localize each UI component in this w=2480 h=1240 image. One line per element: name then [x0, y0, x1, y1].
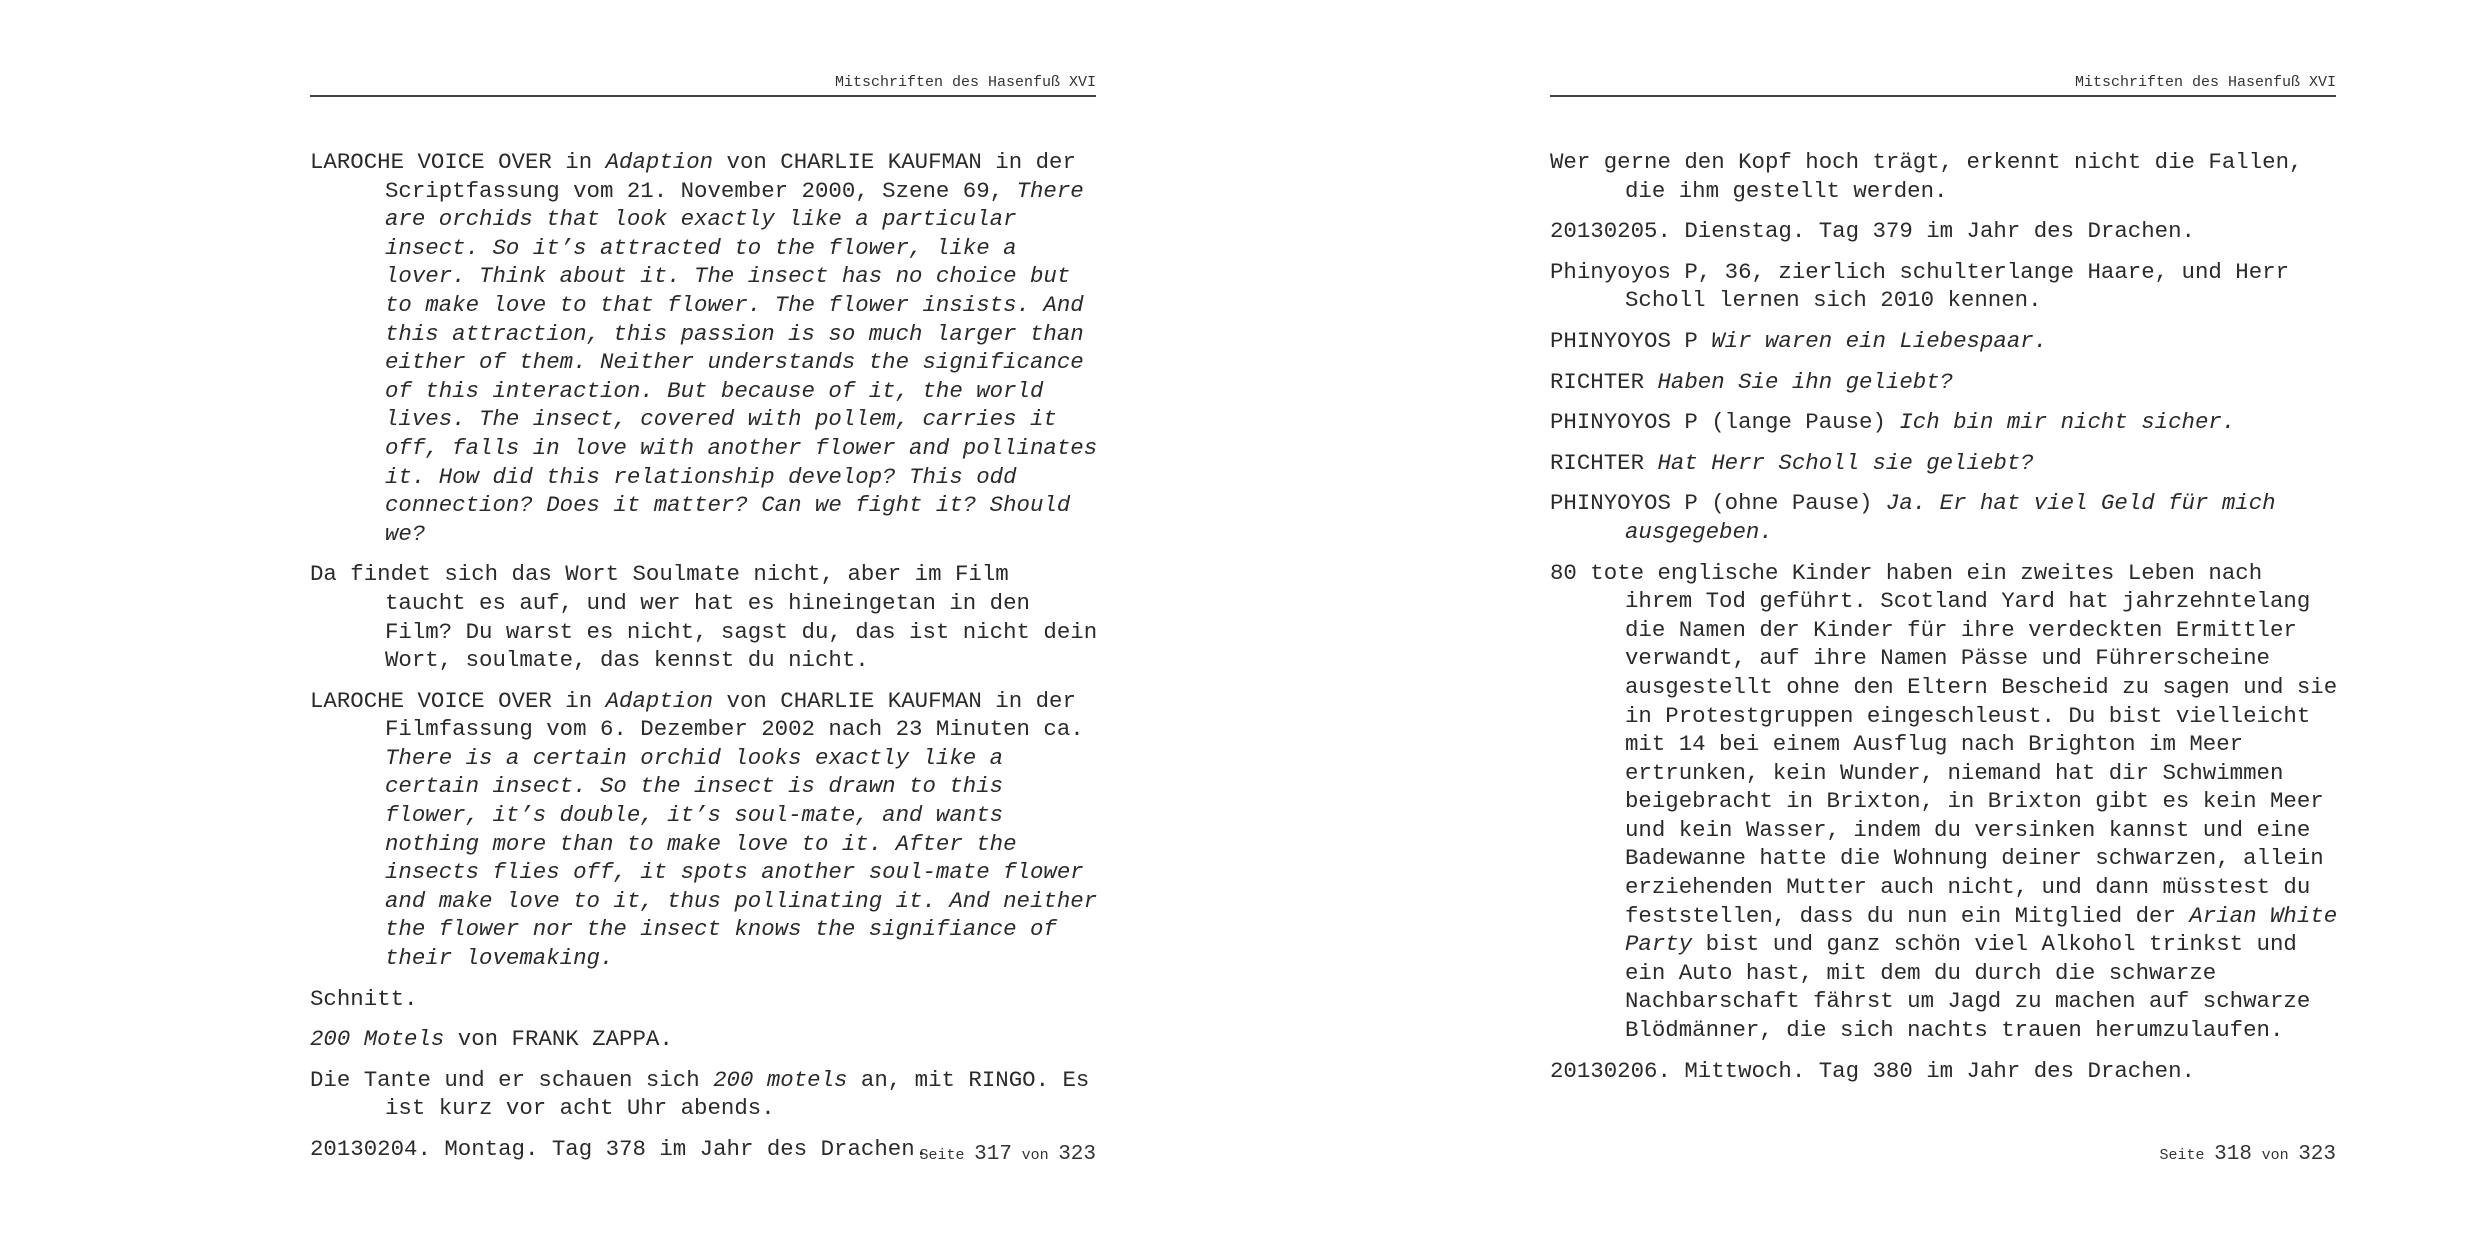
running-header: Mitschriften des Hasenfuß XVI: [310, 74, 1096, 97]
footer-von-label: von: [2261, 1147, 2289, 1164]
footer-seite-label: Seite: [2159, 1147, 2205, 1164]
running-header: Mitschriften des Hasenfuß XVI: [1550, 74, 2336, 97]
paragraph: PHINYOYOS P Wir waren ein Liebespaar.: [1550, 327, 2048, 354]
paragraph: LAROCHE VOICE OVER in Adaption von CHARLIE KAUFMAN in der Scriptfassung vom 21. November 2000, Szene 69, There are orchids that look exactly like a particular insect. So it’s attracted to the flower, like a lover. Think about it. The insect has no choice but to make love to that flower. The flower insists. And this attraction, this passion is so much larger than either of them. Neither understands the significance of this interaction. But because of it, the world lives. The insect, covered with pollem, carries it off, falls in love with another flower and pollinates it. How did this relationship develop? This odd connection? Does it matter? Can we fight it? Should we?: [310, 149, 1098, 547]
paragraph: 20130206. Mittwoch. Tag 380 im Jahr des Drachen.: [1550, 1057, 2195, 1084]
italic-quote: Ja. Er hat viel Geld für mich ausgegeben.: [1625, 490, 2276, 545]
paragraph: RICHTER Haben Sie ihn geliebt?: [1550, 368, 1954, 395]
right-page: [1550, 0, 2340, 1240]
page-body: [310, 148, 1100, 1176]
paragraph: PHINYOYOS P (lange Pause) Ich bin mir nicht sicher.: [1550, 409, 2236, 436]
paragraph: RICHTER Hat Herr Scholl sie geliebt?: [1550, 449, 2034, 476]
paragraph: Schnitt.: [310, 985, 418, 1012]
italic-quote: Ich bin mir nicht sicher.: [1899, 409, 2236, 436]
paragraph: LAROCHE VOICE OVER in Adaption von CHARLIE KAUFMAN in der Filmfassung vom 6. Dezember 2002 nach 23 Minuten ca. There is a certain orchid looks exactly like a certain insect. So the insect is drawn to this flower, it’s double, it’s soul-mate, and wants nothing more than to make love to it. After the insects flies off, it spots another soul-mate flower and make love to it, thus pollinating it. And neither the flower nor the insect knows the signifiance of their lovemaking.: [310, 687, 1098, 972]
footer-current-page: 317: [974, 1143, 1012, 1166]
italic-quote: Arian White Party: [1625, 902, 2338, 958]
footer-von-label: von: [1021, 1147, 1049, 1164]
paragraph: 200 Motels von FRANK ZAPPA.: [310, 1026, 673, 1053]
paragraph: Da findet sich das Wort Soulmate nicht, aber im Film taucht es auf, und wer hat es hineingetan in den Film? Du warst es nicht, sagst du, das ist nicht dein Wort, soulmate, das kennst du nicht.: [310, 561, 1098, 674]
paragraph: PHINYOYOS P (ohne Pause) Ja. Er hat viel Geld für mich ausgegeben.: [1550, 490, 2276, 545]
italic-quote: Wir waren ein Liebespaar.: [1711, 327, 2048, 354]
footer-total-pages: 323: [1058, 1143, 1096, 1166]
paragraph: 80 tote englische Kinder haben ein zweites Leben nach ihrem Tod geführt. Scotland Yard hat jahrzehntelang die Namen der Kinder für ihre verdeckten Ermittler verwandt, auf ihre Namen Pässe und Führerscheine ausgestellt ohne den Eltern Bescheid zu sagen und sie in Protestgruppen eingeschleust. Du bist vielleicht mit 14 bei einem Ausflug nach Brighton im Meer ertrunken, kein Wunder, niemand hat dir Schwimmen beigebracht in Brixton, in Brixton gibt es kein Meer und kein Wasser, indem du versinken kannst und eine Badewanne hatte die Wohnung deiner schwarzen, allein erziehenden Mutter auch nicht, und dann müsstest du feststellen, dass du nun ein Mitglied der Arian White Party bist und ganz schön viel Alkohol trinkst und ein Auto hast, mit dem du durch die schwarze Nachbarschaft fährst um Jagd zu machen auf schwarze Blödmänner, die sich nachts trauen herumzulaufen.: [1550, 559, 2338, 1044]
footer-seite-label: Seite: [919, 1147, 965, 1164]
paragraph: Die Tante und er schauen sich 200 motels an, mit RINGO. Es ist kurz vor acht Uhr abends.: [310, 1066, 1090, 1122]
italic-quote: Hat Herr Scholl sie geliebt?: [1657, 449, 2034, 476]
page-footer: [310, 1143, 1096, 1166]
italic-quote: There is a certain orchid looks exactly like a certain insect. So the insect is drawn to this flower, it’s double, it’s soul-mate, and wants nothing more than to make love to it. After the insects flies off, it spots another soul-mate flower and make love to it, thus pollinating it. And neither the flower nor the insect knows the signifiance of their lovemaking.: [385, 744, 1098, 972]
page-footer: [1550, 1143, 2336, 1166]
footer-total-pages: 323: [2298, 1143, 2336, 1166]
footer-current-page: 318: [2214, 1143, 2252, 1166]
paragraph: 20130204. Montag. Tag 378 im Jahr des Drachen.: [310, 1136, 929, 1162]
paragraph: Wer gerne den Kopf hoch trägt, erkennt nicht die Fallen, die ihm gestellt werden.: [1550, 149, 2303, 204]
italic-quote: Adaption: [605, 687, 714, 714]
italic-quote: 200 Motels: [310, 1026, 445, 1053]
italic-quote: Haben Sie ihn geliebt?: [1657, 368, 1954, 395]
paragraph: 20130205. Dienstag. Tag 379 im Jahr des Drachen.: [1550, 218, 2195, 245]
paragraph: Phinyoyos P, 36, zierlich schulterlange Haare, und Herr Scholl lernen sich 2010 kennen.: [1550, 258, 2290, 314]
page-body: [1550, 148, 2340, 1097]
left-page: [310, 0, 1100, 1240]
italic-quote: 200 motels: [713, 1066, 848, 1093]
italic-quote: Adaption: [605, 149, 714, 175]
italic-quote: There are orchids that look exactly like a particular insect. So it’s attracted to the flower, like a lover. Think about it. The insect has no choice but to make love to that flower. The flower insists. And this attraction, this passion is so much larger than either of them. Neither understands the significance of this interaction. But because of it, the world lives. The insect, covered with pollem, carries it off, falls in love with another flower and pollinates it. How did this relationship develop? This odd connection? Does it matter? Can we fight it? Should we?: [385, 177, 1098, 547]
